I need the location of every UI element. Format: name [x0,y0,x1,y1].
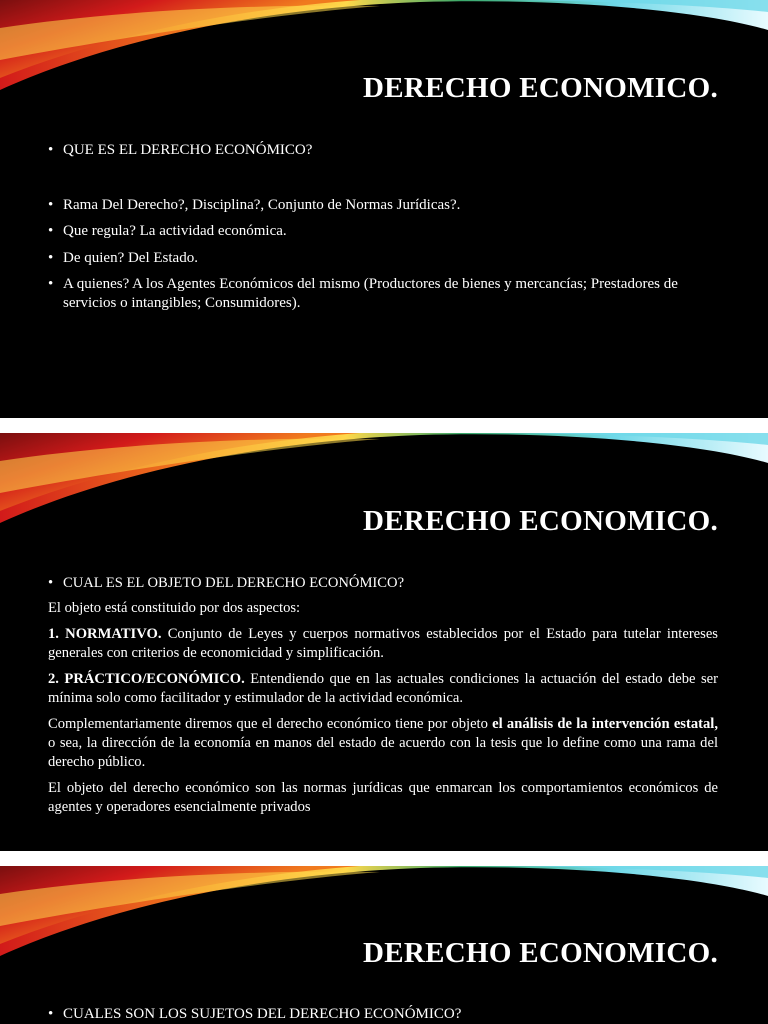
object-paragraph: El objeto del derecho económico son las normas jurídicas que enmarcan los comportamientos económicos de agentes y operadores esencialmente privados [48,780,718,815]
slide-title: DERECHO ECONOMICO. [362,937,718,969]
bullet-item [48,275,718,312]
bullet-dot: • [48,249,54,266]
bullet-text: CUALES SON LOS SUJETOS DEL DERECHO ECONÓMICO? [63,1006,462,1022]
bullet-text: QUE ES EL DERECHO ECONÓMICO? [63,142,313,158]
complementary-text-start: Complementariamente diremos que el derecho económico tiene por objeto [48,716,493,732]
normative-paragraph [48,625,718,663]
bullet-dot: • [48,223,54,239]
complementary-bold-text: el análisis de la intervención estatal, [492,716,719,732]
bullet-item [48,574,718,593]
complementary-text-end: o sea, la dirección de la economía en manos del estado de acuerdo con la tesis que lo define como una rama del derecho público. [48,735,718,770]
practical-text: Entendiendo que en las actuales condiciones la actuación del estado debe ser mínima solo como facilitador y estimulador de la actividad económica. [48,671,718,706]
slide-1 [0,0,768,418]
complementary-paragraph [48,715,718,772]
bullet-item [48,196,718,215]
intro-paragraph: El objeto está constituido por dos aspectos: [48,600,301,616]
bullet-dot: • [48,575,54,591]
slide-body [48,141,718,320]
bullet-dot: • [48,1006,54,1022]
bullet-item [48,1005,718,1024]
bullet-dot: • [48,142,54,158]
slide-body [48,1005,718,1024]
bullet-text: De quien? Del Estado. [63,249,198,266]
bullet-text: Que regula? La actividad económica. [63,223,287,239]
normative-heading: 1. NORMATIVO. [48,626,162,642]
bullet-item [48,249,718,268]
bullet-dot: • [48,196,54,213]
bullet-text: A quienes? A los Agentes Económicos del mismo (Productores de bienes y mercancías; Prestadores de servicios o intangibles; Consumidores). [63,276,678,311]
bullet-dot: • [48,276,54,292]
slide-3 [0,866,768,1024]
bullet-text: Rama Del Derecho?, Disciplina?, Conjunto de Normas Jurídicas?. [63,196,461,213]
practical-paragraph [48,670,718,708]
slide-2 [0,433,768,851]
practical-heading: 2. PRÁCTICO/ECONÓMICO. [48,671,245,687]
bullet-text: CUAL ES EL OBJETO DEL DERECHO ECONÓMICO? [63,575,405,591]
slide-body [48,574,718,824]
bullet-item [48,222,718,241]
normative-text: Conjunto de Leyes y cuerpos normativos establecidos por el Estado para tutelar intereses generales con criterios de economicidad y simplificación. [48,626,718,661]
bullet-item [48,141,718,160]
slide-title: DERECHO ECONOMICO. [362,505,718,537]
slide-title: DERECHO ECONOMICO. [362,72,718,104]
